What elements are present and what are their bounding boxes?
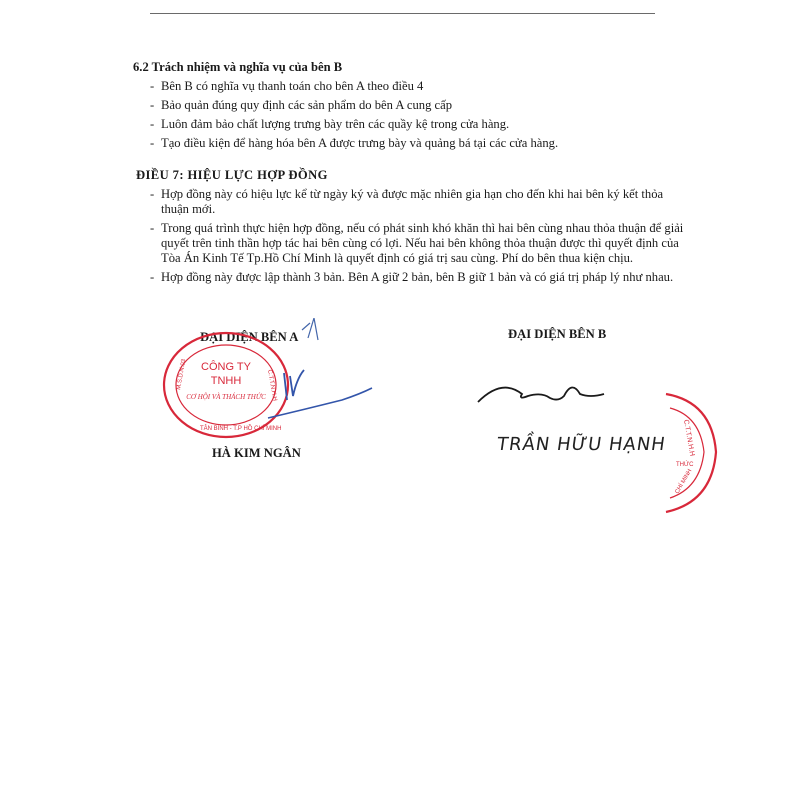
svg-text:THỨC: THỨC	[676, 462, 694, 468]
svg-text:TÂN BÌNH - T.P HỒ CHÍ MINH: TÂN BÌNH - T.P HỒ CHÍ MINH	[200, 426, 282, 432]
article-7	[133, 168, 693, 285]
svg-text:C.T.T.N.H.H: C.T.T.N.H.H	[266, 369, 278, 402]
party-b-signature	[472, 372, 612, 422]
list-item: - Bảo quản đúng quy định các sản phẩm do bên A cung cấp	[133, 98, 693, 113]
section-6-2-heading: 6.2 Trách nhiệm và nghĩa vụ của bên B	[133, 60, 343, 74]
party-b-handwritten-name: TRẦN HỮU HẠNH	[495, 434, 668, 455]
party-a-title: ĐẠI DIỆN BÊN A	[200, 330, 299, 344]
page-top-rule	[150, 13, 655, 14]
list-item: - Trong quá trình thực hiện hợp đồng, nếu có phát sinh khó khăn thì hai bên cùng nhau thỏa thuận để giải quyết trên tinh thần hợp tác hai bên cùng có lợi. Nếu hai bên không thỏa thuận được thì quyết định của Tòa Án Kinh Tế Tp.Hồ Chí Minh là quyết định có giá trị sau cùng. Phí do bên thua kiện chịu.	[133, 221, 693, 266]
svg-text:C.T.T.N.H.H: C.T.T.N.H.H	[682, 419, 696, 457]
list-item: - Hợp đồng này có hiệu lực kể từ ngày ký và được mặc nhiên gia hạn cho đến khi hai bên ký kết thỏa thuận mới.	[133, 187, 693, 217]
list-item: - Tạo điều kiện để hàng hóa bên A được trưng bày và quảng bá tại các cửa hàng.	[133, 136, 693, 151]
party-a-name: HÀ KIM NGÂN	[212, 446, 301, 460]
party-b-title: ĐẠI DIỆN BÊN B	[508, 327, 607, 341]
svg-text:CÔNG TY: CÔNG TY	[201, 361, 251, 373]
article-7-heading: ĐIỀU 7: HIỆU LỰC HỢP ĐỒNG	[136, 168, 328, 182]
list-item: - Bên B có nghĩa vụ thanh toán cho bên A theo điều 4	[133, 79, 693, 94]
article-7-list	[133, 187, 693, 285]
list-item: - Hợp đồng này được lập thành 3 bản. Bên A giữ 2 bản, bên B giữ 1 bản và có giá trị pháp lý như nhau.	[133, 270, 693, 285]
section-6-2-list	[133, 79, 693, 151]
document-body	[133, 60, 693, 289]
party-a-signature	[262, 318, 382, 428]
svg-text:TNHH: TNHH	[210, 375, 242, 387]
svg-text:CƠ HỘI VÀ THÁCH THỨC: CƠ HỘI VÀ THÁCH THỨC	[186, 393, 266, 401]
svg-text:CHÍ MINH: CHÍ MINH	[674, 468, 694, 495]
section-6-2	[133, 60, 693, 151]
list-item: - Luôn đảm bảo chất lượng trưng bày trên các quầy kệ trong cửa hàng.	[133, 117, 693, 132]
svg-text:M.S.D.N:03: M.S.D.N:03	[176, 358, 188, 391]
party-b-company-stamp	[660, 388, 720, 518]
